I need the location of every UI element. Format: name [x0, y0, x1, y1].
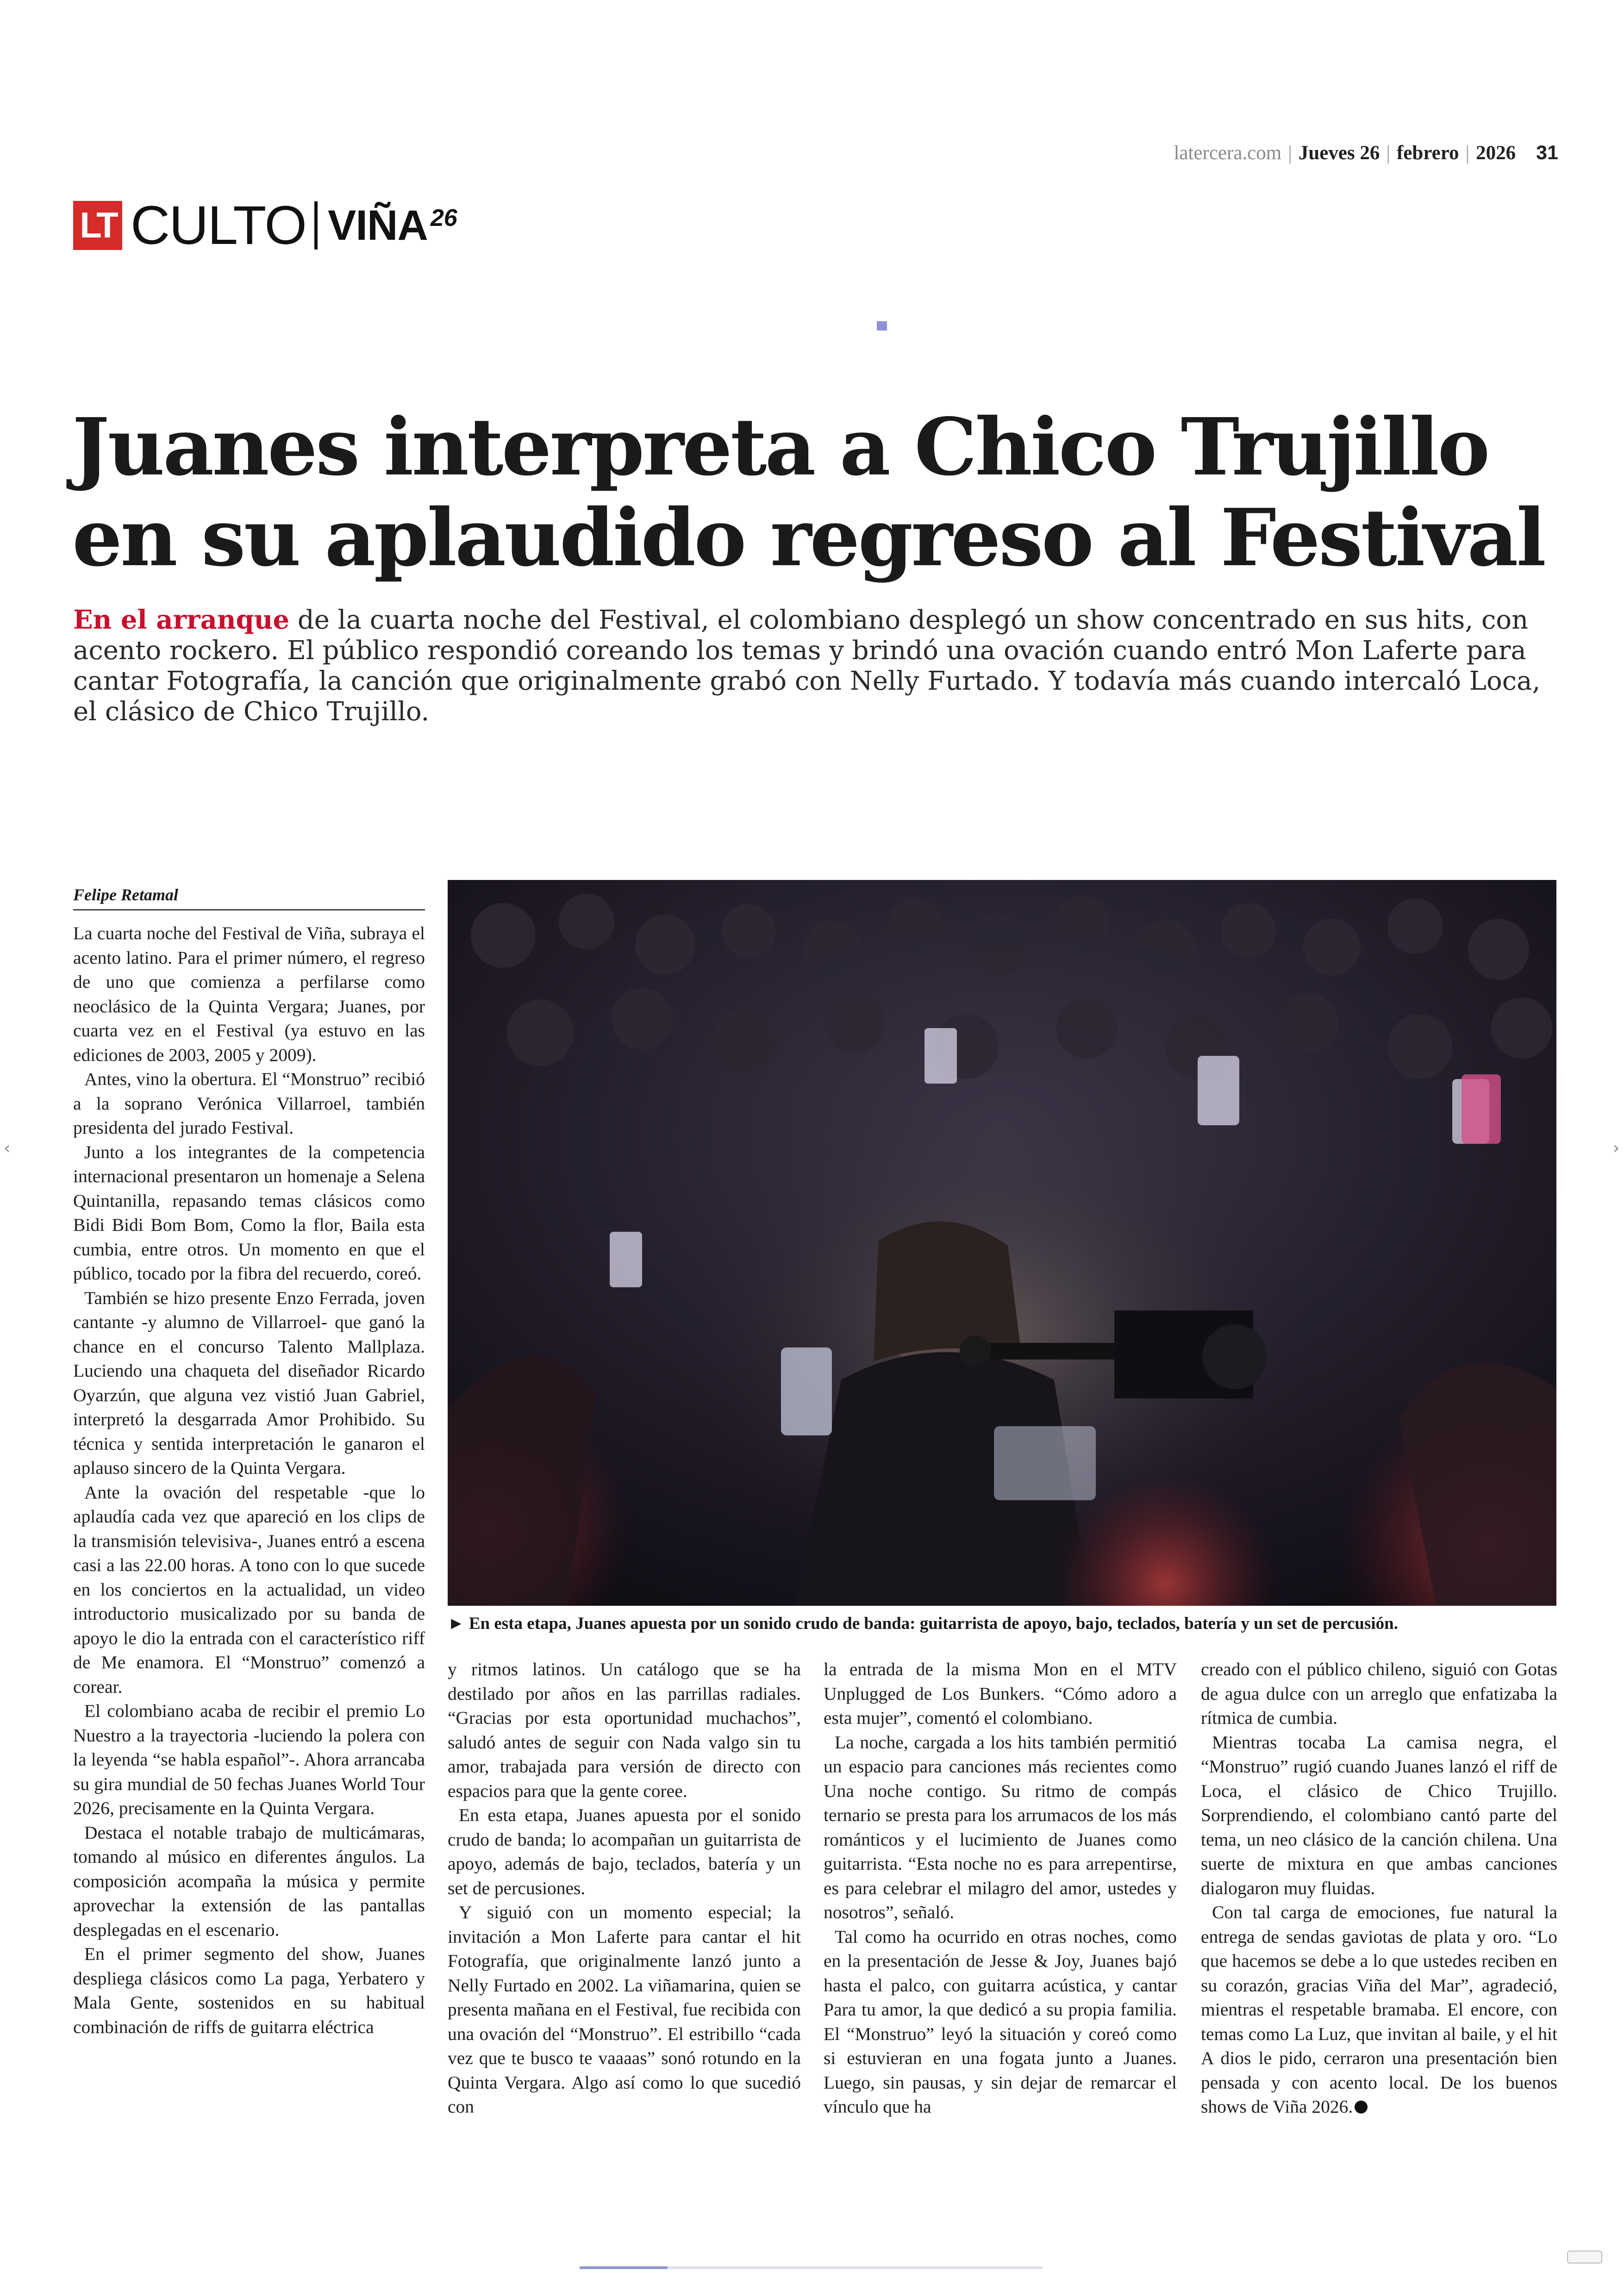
paragraph: La cuarta noche del Festival de Viña, subraya el acento latino. Para el primer número, el regreso de uno que comienza a perfilarse como neoclásico de la Quinta Vergara; Juanes, por cuarta vez en el Festival (ya estuvo en las ediciones de 2003, 2005 y 2009).	[73, 923, 425, 1065]
article-column-4	[1201, 1657, 1557, 2119]
paragraph: También se hizo presente Enzo Ferrada, joven cantante -y alumno de Villarroel- que ganó la chance en el concurso Talento Mallplaza. Luciendo una chaqueta del diseñador Ricardo Oyarzún, que alguna vez vistió Juan Gabriel, interpretó la desgarrada Amor Prohibido. Su técnica y sentida interpretación le ganaron el aplauso sincero de la Quinta Vergara.	[73, 1287, 425, 1478]
paragraph: la entrada de la misma Mon en el MTV Unplugged de Los Bunkers. “Cómo adoro a esta mujer”, comentó el colombiano.	[824, 1659, 1177, 1728]
vina-year: 26	[430, 204, 457, 231]
paragraph: Destaca el notable trabajo de multicámaras, tomando al músico en diferentes ángulos. La composición acompaña la música y permite aprovechar la extensión de las pantallas desplegadas en el escenario.	[73, 1822, 425, 1940]
reading-progress-fill	[580, 2266, 668, 2269]
date-month: febrero	[1397, 142, 1459, 164]
viewer-badge-icon[interactable]	[1567, 2251, 1602, 2264]
article-column-1	[73, 921, 425, 2039]
lt-logo: LT	[73, 201, 122, 250]
end-of-article-icon	[1355, 2101, 1368, 2114]
logo-divider	[314, 201, 318, 249]
paragraph: En esta etapa, Juanes apuesta por el sonido crudo de banda; lo acompañan un guitarrista de apoyo, además de bajo, teclados, batería y un set de percusiones.	[448, 1805, 801, 1898]
headline: Juanes interpreta a Chico Trujillo en su aplaudido regreso al Festival	[72, 401, 1545, 584]
paragraph: creado con el público chileno, siguió con Gotas de agua dulce con un arreglo que enfatizaba la rítmica de cumbia.	[1201, 1659, 1557, 1728]
paragraph: Mientras tocaba La camisa negra, el “Monstruo” rugió cuando Juanes lanzó el riff de Loca, el clásico de Chico Trujillo. Sorprendiendo, el colombiano cantó parte del tema, un neo clásico de la canción chilena. Una suerte de mixtura en que ambas canciones dialogaron muy fluidas.	[1201, 1732, 1557, 1898]
paragraph: Antes, vino la obertura. El “Monstruo” recibió a la soprano Verónica Villarroel, también presidenta del jurado Festival.	[73, 1069, 425, 1138]
previous-page-button[interactable]: ‹	[4, 1139, 11, 1158]
article-column-3	[824, 1657, 1177, 2119]
byline: Felipe Retamal	[73, 885, 425, 911]
paragraph: Y siguió con un momento especial; la invitación a Mon Laferte para cantar el hit Fotografía, que originalmente lanzó junto a Nelly Furtado en 2002. La viñamarina, quien se presenta mañana en el Festival, fue recibida con una ovación del “Monstruo”. El estribillo “cada vez que te busco te vaaaas” sonó rotundo en la Quinta Vergara. Algo así como lo que sucedió con	[448, 1902, 801, 2117]
reading-progress-bar[interactable]	[580, 2266, 1043, 2269]
lead-paragraph	[73, 605, 1555, 727]
page-number: 31	[1536, 142, 1558, 164]
date-year: 2026	[1476, 142, 1516, 164]
page-folio: latercera.com | Jueves 26 | febrero | 2026 31	[1174, 142, 1558, 164]
concert-photo	[448, 880, 1556, 1606]
section-logo	[73, 196, 457, 254]
paragraph: El colombiano acaba de recibir el premio Lo Nuestro a la trayectoria -luciendo la polera con la leyenda “se habla español”-. Ahora arrancaba su gira mundial de 50 fechas Juanes World Tour 2026, precisamente en la Quinta Vergara.	[73, 1701, 425, 1818]
paragraph: Tal como ha ocurrido en otras noches, como en la presentación de Jesse & Joy, Juanes bajó hasta el palco, con guitarra acústica, y cantar Para tu amor, la que dedicó a su propia familia. El “Monstruo” leyó la situación y coreó como si estuvieran en una fogata junto a Juanes. Luego, sin pausas, y sin dejar de remarcar el vínculo que ha	[824, 1926, 1177, 2117]
paragraph: Ante la ovación del respetable -que lo aplaudía cada vez que apareció en los clips de la transmisión televisiva-, Juanes entró a escena casi a las 22.00 horas. A tono con lo que sucede en los conciertos en la actualidad, un video introductorio musicalizado por su banda de apoyo le dio la entrada con el característico riff de Me enamora. El “Monstruo” comenzó a corear.	[73, 1482, 425, 1697]
next-page-button[interactable]: ›	[1613, 1139, 1620, 1158]
concert-photo-image	[448, 880, 1556, 1606]
paragraph-text: Con tal carga de emociones, fue natural la entrega de sendas gaviotas de plata y oro. “Lo que hacemos se debe a lo que ustedes reciben en su corazón, gracias Viña del Mar”, agradeció, mientras el respetable bramaba. El encore, con temas como La Luz, que invitan al baile, y el hit A dios le pido, cerraron una presentación bien pensada y con acento local. De los buenos shows de Viña 2026.	[1201, 1902, 1557, 2117]
page-marker-icon	[877, 321, 887, 331]
vina-logo	[328, 201, 457, 249]
site-name: latercera.com	[1174, 142, 1282, 164]
date-weekday: Jueves 26	[1298, 142, 1380, 164]
paragraph: y ritmos latinos. Un catálogo que se ha destilado por años en las parrillas radiales. “Gracias por esta oportunidad muchachos”, saludó antes de seguir con Nada valgo sin tu amor, trabajada para versión de directo con espacios para que la gente coree.	[448, 1659, 801, 1801]
photo-caption: ► En esta etapa, Juanes apuesta por un sonido crudo de banda: guitarrista de apoyo, bajo, teclados, batería y un set de percusión.	[448, 1614, 1398, 1633]
paragraph	[1201, 1900, 1557, 2119]
paragraph: La noche, cargada a los hits también permitió un espacio para canciones más recientes como Una noche contigo. Su ritmo de compás ternario se presta para los arrumacos de los más románticos y el lucimiento de Juanes como guitarrista. “Esta noche no es para arrepentirse, es para celebrar el milagro del amor, ustedes y nosotros”, señaló.	[824, 1732, 1177, 1922]
lead-kicker: En el arranque	[73, 605, 290, 635]
article-column-2	[448, 1657, 801, 2119]
paragraph: Junto a los integrantes de la competencia internacional presentaron un homenaje a Selena Quintanilla, repasando temas clásicos como Bidi Bidi Bom Bom, Como la flor, Baila esta cumbia, entre otros. Un momento en que el público, tocado por la fibra del recuerdo, coreó.	[73, 1141, 425, 1284]
paragraph: En el primer segmento del show, Juanes despliega clásicos como La paga, Yerbatero y Mala Gente, sostenidos en su habitual combinación de riffs de guitarra eléctrica	[73, 1944, 425, 2037]
lead-text: de la cuarta noche del Festival, el colombiano desplegó un show concentrado en sus hits, con acento rockero. El público respondió coreando los temas y brindó una ovación cuando entró Mon Laferte para cantar Fotografía, la canción que originalmente grabó con Nelly Furtado. Y todavía más cuando intercaló Loca, el clásico de Chico Trujillo.	[73, 605, 1541, 727]
section-name: CULTO	[131, 194, 306, 256]
vina-wordmark: VIÑA	[328, 201, 428, 249]
